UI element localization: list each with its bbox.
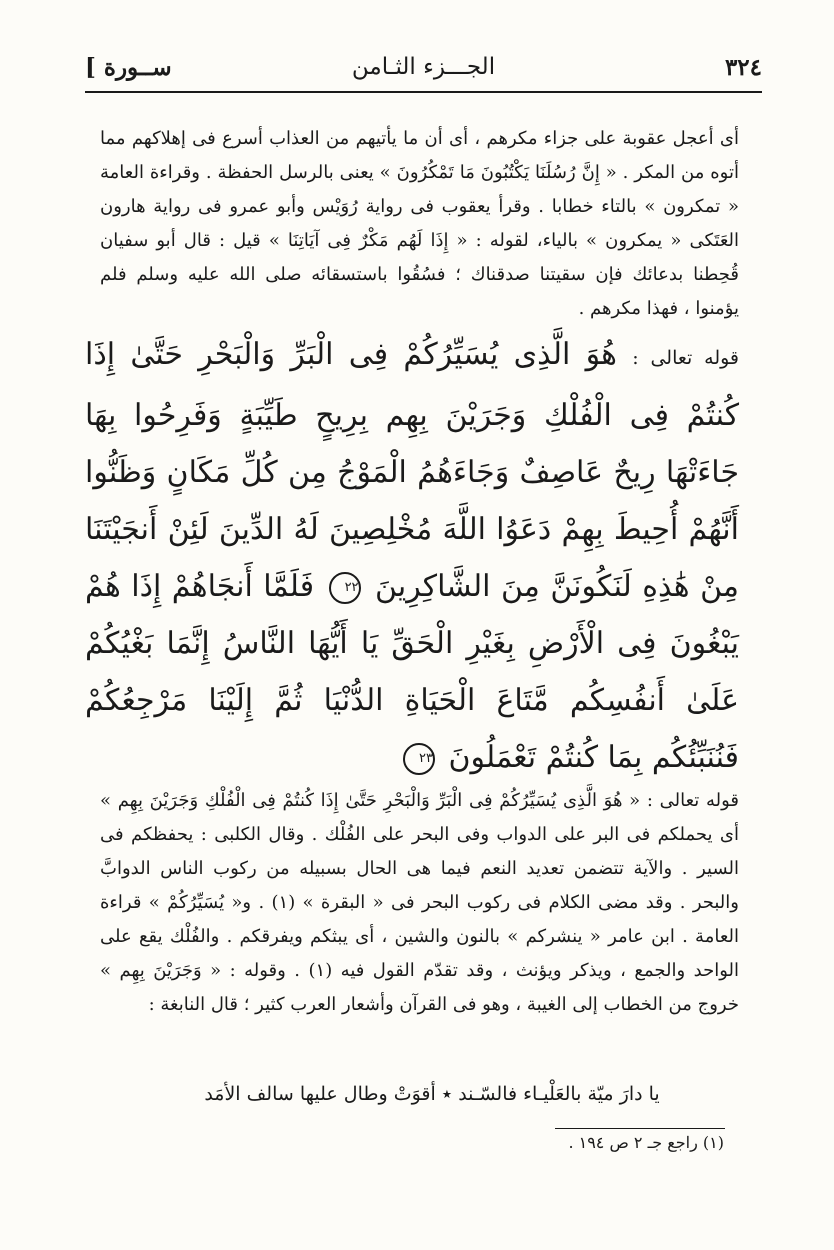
poetry-verse: يا دارَ ميّة بالعَلْيـاء فالسّـند ٭ أقوَتْ وطال عليها سالف الأمَد	[204, 1083, 660, 1105]
footnote-rule	[555, 1128, 725, 1129]
commentary-paragraph: أى أعجل عقوبة على جزاء مكرهم ، أى أن ما يأتيهم من العذاب أسرع فى إهلاكهم مما أتوه من المكر . « إِنَّ رُسُلَنَا يَكْتُبُونَ مَا تَمْكُرُونَ » يعنى بالرسل الحفظة . وقراءة العامة « تمكرون » بالتاء خطابا . وقرأ يعقوب فى رواية رُوَيْس وأبو عمرو فى رواية هارون العَتَكى « يمكرون » بالياء، لقوله : « إِذَا لَهُم مَكْرٌ فِى آيَاتِنَا » قيل : قال أبو سفيان قُحِطنا بدعائك فإن سقيتنا صدقناك ؛ فسُقُوا باستسقائه صلى الله عليه وسلم فلم يؤمنوا ، فهذا مكرهم .	[100, 128, 739, 319]
verse-number-23: ٢٣	[403, 743, 435, 775]
quran-intro: قوله تعالى :	[632, 347, 740, 369]
quran-verse-22: هُوَ الَّذِى يُسَيِّرُكُمْ فِى الْبَرِّ وَالْبَحْرِ حَتَّىٰ إِذَا كُنتُمْ فِى الْفُلْكِ وَجَرَيْنَ بِهِم بِرِيحٍ طَيِّبَةٍ وَفَرِحُوا بِهَا جَاءَتْهَا رِيحٌ عَاصِفٌ وَجَاءَهُمُ الْمَوْجُ مِن كُلِّ مَكَانٍ وَظَنُّوا أَنَّهُمْ أُحِيطَ بِهِمْ دَعَوُا اللَّهَ مُخْلِصِينَ لَهُ الدِّينَ لَئِنْ أَنجَيْتَنَا مِنْ هَٰذِهِ لَنَكُونَنَّ مِنَ الشَّاكِرِينَ	[85, 337, 739, 604]
commentary-top	[100, 122, 739, 326]
verse-number-22: ٢٢	[329, 572, 361, 604]
header-rule	[85, 91, 762, 93]
quran-paragraph	[85, 326, 739, 786]
page-header	[85, 52, 762, 88]
sura-label: ســورة ]	[85, 54, 172, 81]
footnote: (١) راجع جـ ٢ ص ١٩٤ .	[568, 1133, 724, 1152]
part-title: الجـــزء الثـامن	[351, 54, 496, 80]
page-number: ٣٢٤	[724, 54, 762, 81]
commentary-bottom	[100, 784, 739, 1022]
quran-verse-23: فَلَمَّا أَنجَاهُمْ إِذَا هُمْ يَبْغُونَ فِى الْأَرْضِ بِغَيْرِ الْحَقِّ يَا أَيُّهَا النَّاسُ إِنَّمَا بَغْيُكُمْ عَلَىٰ أَنفُسِكُم مَّتَاعَ الْحَيَاةِ الدُّنْيَا ثُمَّ إِلَيْنَا مَرْجِعُكُمْ فَنُنَبِّئُكُم بِمَا كُنتُمْ تَعْمَلُونَ	[85, 569, 739, 775]
quran-block	[85, 326, 739, 786]
commentary-paragraph: قوله تعالى : « هُوَ الَّذِى يُسَيِّرُكُمْ فِى الْبَرِّ وَالْبَحْرِ حَتَّىٰ إِذَا كُنتُمْ فِى الْفُلْكِ وَجَرَيْنَ بِهِم » أى يحملكم فى البر على الدواب وفى البحر على الفُلْك . وقال الكلبى : يحفظكم فى السير . والآية تتضمن تعديد النعم فيما هى الحال بسبيله من ركوب الناس الدوابَّ والبحر . وقد مضى الكلام فى ركوب البحر فى « البقرة » (١) . و« يُسَيِّرُكُمْ » قراءة العامة . ابن عامر « ينشركم » بالنون والشين ، أى يبثكم ويفرقكم . والفُلْك يقع على الواحد والجمع ، ويذكر ويؤنث ، وقد تقدّم القول فيه (١) . وقوله : « وَجَرَيْنَ بِهِم » خروج من الخطاب إلى الغيبة ، وهو فى القرآن وأشعار العرب كثير ؛ قال النابغة :	[100, 790, 739, 1015]
